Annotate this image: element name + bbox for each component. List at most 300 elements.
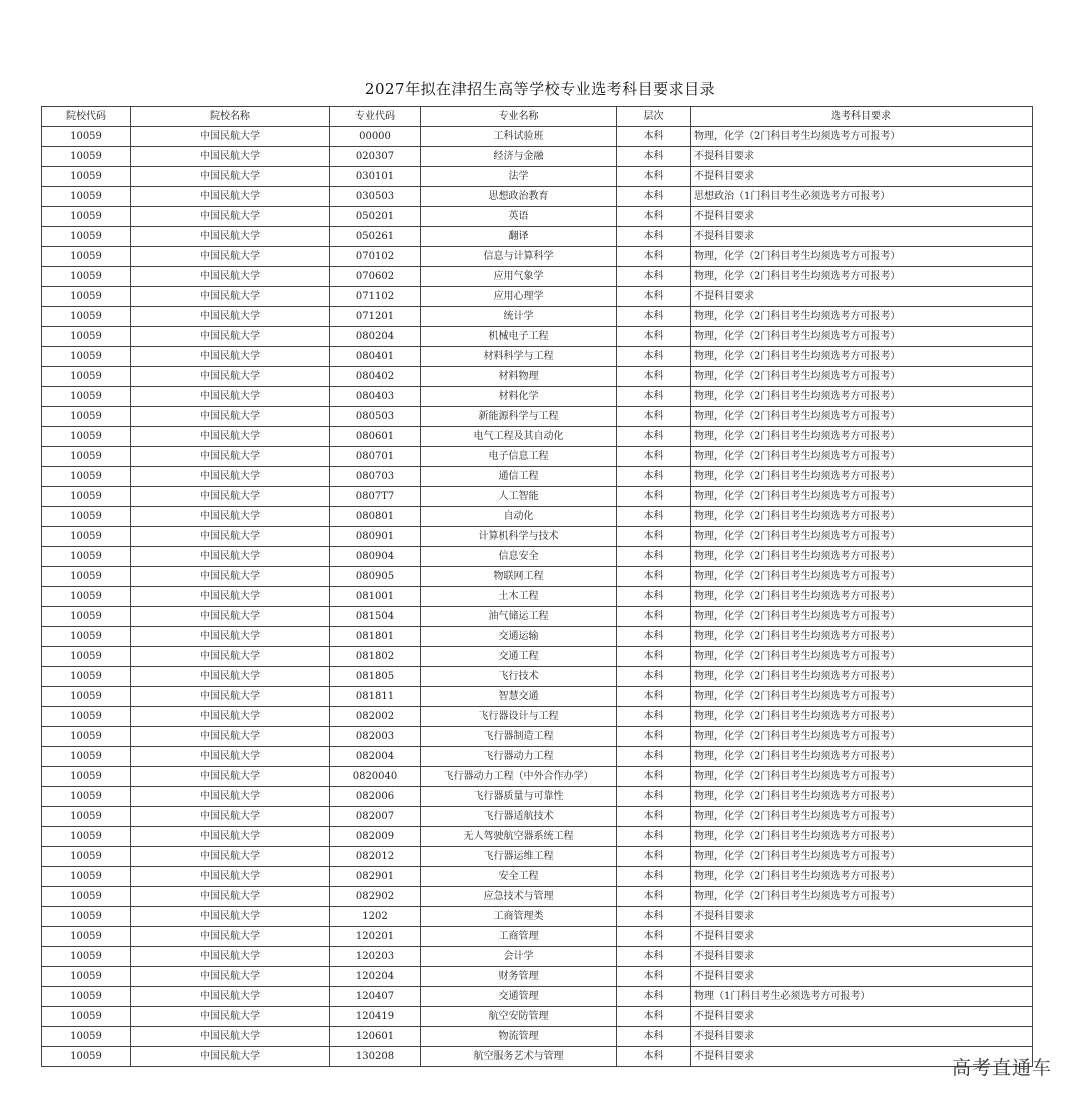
major-code-cell: 120407 [330, 987, 421, 1007]
subject-requirement-cell: 不提科目要求 [691, 227, 1033, 247]
school-name-cell: 中国民航大学 [131, 467, 330, 487]
table-header-row [42, 107, 1033, 127]
table-row [42, 467, 1033, 487]
subject-requirement-cell: 物理，化学（2门科目考生均须选考方可报考） [691, 467, 1033, 487]
major-name-cell: 思想政治教育 [421, 187, 617, 207]
major-name-cell: 油气储运工程 [421, 607, 617, 627]
table-row [42, 127, 1033, 147]
subject-requirement-cell: 物理，化学（2门科目考生均须选考方可报考） [691, 827, 1033, 847]
school-name-cell: 中国民航大学 [131, 407, 330, 427]
subject-requirement-cell: 物理，化学（2门科目考生均须选考方可报考） [691, 527, 1033, 547]
major-name-cell: 物联网工程 [421, 567, 617, 587]
major-code-cell: 0820040 [330, 767, 421, 787]
school-name-cell: 中国民航大学 [131, 567, 330, 587]
level-cell: 本科 [617, 967, 691, 987]
major-code-cell: 081805 [330, 667, 421, 687]
school-name-cell: 中国民航大学 [131, 367, 330, 387]
major-code-cell: 080801 [330, 507, 421, 527]
level-cell: 本科 [617, 1007, 691, 1027]
major-name-cell: 法学 [421, 167, 617, 187]
school-code-cell: 10059 [42, 987, 131, 1007]
school-code-cell: 10059 [42, 467, 131, 487]
major-code-cell: 080204 [330, 327, 421, 347]
school-name-cell: 中国民航大学 [131, 527, 330, 547]
major-code-cell: 080905 [330, 567, 421, 587]
school-name-cell: 中国民航大学 [131, 547, 330, 567]
level-cell: 本科 [617, 467, 691, 487]
subject-requirement-cell: 物理，化学（2门科目考生均须选考方可报考） [691, 567, 1033, 587]
school-code-cell: 10059 [42, 307, 131, 327]
major-name-cell: 工商管理 [421, 927, 617, 947]
major-code-cell: 081811 [330, 687, 421, 707]
school-code-cell: 10059 [42, 827, 131, 847]
level-cell: 本科 [617, 607, 691, 627]
major-name-cell: 飞行器质量与可靠性 [421, 787, 617, 807]
subject-requirement-cell: 物理，化学（2门科目考生均须选考方可报考） [691, 387, 1033, 407]
level-cell: 本科 [617, 807, 691, 827]
major-name-cell: 信息与计算科学 [421, 247, 617, 267]
school-code-cell: 10059 [42, 947, 131, 967]
major-code-cell: 080701 [330, 447, 421, 467]
school-name-cell: 中国民航大学 [131, 707, 330, 727]
level-cell: 本科 [617, 227, 691, 247]
major-name-cell: 材料化学 [421, 387, 617, 407]
subject-requirement-cell: 物理，化学（2门科目考生均须选考方可报考） [691, 267, 1033, 287]
level-cell: 本科 [617, 247, 691, 267]
major-code-cell: 120601 [330, 1027, 421, 1047]
school-name-cell: 中国民航大学 [131, 587, 330, 607]
major-name-cell: 经济与金融 [421, 147, 617, 167]
major-code-cell: 030101 [330, 167, 421, 187]
school-name-cell: 中国民航大学 [131, 867, 330, 887]
subject-requirement-cell: 思想政治（1门科目考生必须选考方可报考） [691, 187, 1033, 207]
major-code-cell: 00000 [330, 127, 421, 147]
table-row [42, 687, 1033, 707]
school-name-cell: 中国民航大学 [131, 147, 330, 167]
level-cell: 本科 [617, 207, 691, 227]
school-code-cell: 10059 [42, 347, 131, 367]
school-code-cell: 10059 [42, 547, 131, 567]
table-row [42, 187, 1033, 207]
level-cell: 本科 [617, 327, 691, 347]
level-cell: 本科 [617, 547, 691, 567]
major-code-cell: 130208 [330, 1047, 421, 1067]
level-cell: 本科 [617, 847, 691, 867]
level-cell: 本科 [617, 867, 691, 887]
level-cell: 本科 [617, 587, 691, 607]
table-row [42, 667, 1033, 687]
school-code-cell: 10059 [42, 407, 131, 427]
major-code-cell: 120419 [330, 1007, 421, 1027]
subject-requirement-cell: 物理，化学（2门科目考生均须选考方可报考） [691, 447, 1033, 467]
school-code-cell: 10059 [42, 1007, 131, 1027]
table-row [42, 987, 1033, 1007]
table-row [42, 727, 1033, 747]
level-cell: 本科 [617, 447, 691, 467]
table-row [42, 267, 1033, 287]
table-row [42, 647, 1033, 667]
school-code-cell: 10059 [42, 747, 131, 767]
major-code-cell: 082003 [330, 727, 421, 747]
school-code-cell: 10059 [42, 607, 131, 627]
table-row [42, 387, 1033, 407]
level-cell: 本科 [617, 347, 691, 367]
major-name-cell: 材料物理 [421, 367, 617, 387]
subject-requirement-cell: 物理，化学（2门科目考生均须选考方可报考） [691, 247, 1033, 267]
major-name-cell: 通信工程 [421, 467, 617, 487]
major-code-cell: 082902 [330, 887, 421, 907]
table-row [42, 827, 1033, 847]
subject-requirement-cell: 物理，化学（2门科目考生均须选考方可报考） [691, 867, 1033, 887]
school-name-cell: 中国民航大学 [131, 347, 330, 367]
major-name-cell: 土木工程 [421, 587, 617, 607]
school-name-cell: 中国民航大学 [131, 807, 330, 827]
school-name-cell: 中国民航大学 [131, 247, 330, 267]
major-name-cell: 电气工程及其自动化 [421, 427, 617, 447]
table-row [42, 207, 1033, 227]
major-code-cell: 080904 [330, 547, 421, 567]
major-name-cell: 信息安全 [421, 547, 617, 567]
subject-requirement-cell: 物理，化学（2门科目考生均须选考方可报考） [691, 707, 1033, 727]
subject-requirement-cell: 物理，化学（2门科目考生均须选考方可报考） [691, 727, 1033, 747]
major-name-cell: 自动化 [421, 507, 617, 527]
level-cell: 本科 [617, 667, 691, 687]
major-name-cell: 应急技术与管理 [421, 887, 617, 907]
major-name-cell: 新能源科学与工程 [421, 407, 617, 427]
major-code-cell: 030503 [330, 187, 421, 207]
subject-requirement-cell: 不提科目要求 [691, 1027, 1033, 1047]
header-school-code: 院校代码 [42, 107, 131, 127]
subject-requirement-cell: 物理，化学（2门科目考生均须选考方可报考） [691, 647, 1033, 667]
major-name-cell: 飞行器动力工程 [421, 747, 617, 767]
school-name-cell: 中国民航大学 [131, 267, 330, 287]
school-code-cell: 10059 [42, 487, 131, 507]
school-code-cell: 10059 [42, 627, 131, 647]
subject-requirement-cell: 物理，化学（2门科目考生均须选考方可报考） [691, 427, 1033, 447]
table-row [42, 1007, 1033, 1027]
subject-requirement-cell: 物理，化学（2门科目考生均须选考方可报考） [691, 507, 1033, 527]
subject-requirement-cell: 物理，化学（2门科目考生均须选考方可报考） [691, 587, 1033, 607]
major-name-cell: 应用气象学 [421, 267, 617, 287]
level-cell: 本科 [617, 427, 691, 447]
major-name-cell: 应用心理学 [421, 287, 617, 307]
table-row [42, 547, 1033, 567]
level-cell: 本科 [617, 507, 691, 527]
table-row [42, 747, 1033, 767]
school-code-cell: 10059 [42, 667, 131, 687]
school-name-cell: 中国民航大学 [131, 987, 330, 1007]
major-code-cell: 082006 [330, 787, 421, 807]
subject-requirement-cell: 物理，化学（2门科目考生均须选考方可报考） [691, 627, 1033, 647]
subject-requirement-cell: 不提科目要求 [691, 947, 1033, 967]
school-code-cell: 10059 [42, 767, 131, 787]
major-code-cell: 020307 [330, 147, 421, 167]
school-code-cell: 10059 [42, 167, 131, 187]
table-row [42, 247, 1033, 267]
major-code-cell: 082012 [330, 847, 421, 867]
major-code-cell: 081801 [330, 627, 421, 647]
major-code-cell: 082002 [330, 707, 421, 727]
table-row [42, 507, 1033, 527]
subject-requirement-cell: 物理（1门科目考生必须选考方可报考） [691, 987, 1033, 1007]
subject-requirement-cell: 物理，化学（2门科目考生均须选考方可报考） [691, 347, 1033, 367]
header-major-name: 专业名称 [421, 107, 617, 127]
school-name-cell: 中国民航大学 [131, 1007, 330, 1027]
major-code-cell: 050201 [330, 207, 421, 227]
major-name-cell: 交通工程 [421, 647, 617, 667]
school-code-cell: 10059 [42, 287, 131, 307]
major-name-cell: 飞行器制造工程 [421, 727, 617, 747]
level-cell: 本科 [617, 827, 691, 847]
level-cell: 本科 [617, 627, 691, 647]
major-name-cell: 人工智能 [421, 487, 617, 507]
subject-requirement-cell: 物理，化学（2门科目考生均须选考方可报考） [691, 767, 1033, 787]
table-row [42, 307, 1033, 327]
major-name-cell: 工科试验班 [421, 127, 617, 147]
table-row [42, 707, 1033, 727]
table-row [42, 527, 1033, 547]
subject-requirement-cell: 物理，化学（2门科目考生均须选考方可报考） [691, 307, 1033, 327]
subject-requirement-cell: 不提科目要求 [691, 1007, 1033, 1027]
major-code-cell: 070102 [330, 247, 421, 267]
subject-requirement-cell: 不提科目要求 [691, 1047, 1033, 1067]
major-code-cell: 071201 [330, 307, 421, 327]
school-code-cell: 10059 [42, 887, 131, 907]
level-cell: 本科 [617, 147, 691, 167]
level-cell: 本科 [617, 487, 691, 507]
school-code-cell: 10059 [42, 447, 131, 467]
major-name-cell: 工商管理类 [421, 907, 617, 927]
header-level: 层次 [617, 107, 691, 127]
subject-requirement-cell: 物理，化学（2门科目考生均须选考方可报考） [691, 747, 1033, 767]
level-cell: 本科 [617, 687, 691, 707]
major-name-cell: 计算机科学与技术 [421, 527, 617, 547]
school-code-cell: 10059 [42, 907, 131, 927]
school-code-cell: 10059 [42, 1027, 131, 1047]
subject-requirement-cell: 不提科目要求 [691, 927, 1033, 947]
school-name-cell: 中国民航大学 [131, 187, 330, 207]
level-cell: 本科 [617, 1047, 691, 1067]
major-name-cell: 会计学 [421, 947, 617, 967]
subject-requirement-cell: 不提科目要求 [691, 287, 1033, 307]
table-row [42, 767, 1033, 787]
school-code-cell: 10059 [42, 147, 131, 167]
school-name-cell: 中国民航大学 [131, 447, 330, 467]
school-name-cell: 中国民航大学 [131, 967, 330, 987]
school-code-cell: 10059 [42, 647, 131, 667]
level-cell: 本科 [617, 767, 691, 787]
school-code-cell: 10059 [42, 847, 131, 867]
school-code-cell: 10059 [42, 427, 131, 447]
table-row [42, 227, 1033, 247]
level-cell: 本科 [617, 287, 691, 307]
subject-requirement-cell: 物理，化学（2门科目考生均须选考方可报考） [691, 847, 1033, 867]
major-name-cell: 飞行器适航技术 [421, 807, 617, 827]
table-row [42, 327, 1033, 347]
table-row [42, 787, 1033, 807]
major-code-cell: 080503 [330, 407, 421, 427]
watermark-text: 高考直通车 [951, 1057, 1052, 1079]
school-code-cell: 10059 [42, 807, 131, 827]
table-row [42, 347, 1033, 367]
subject-requirement-cell: 不提科目要求 [691, 147, 1033, 167]
subject-requirement-cell: 物理，化学（2门科目考生均须选考方可报考） [691, 787, 1033, 807]
major-code-cell: 120201 [330, 927, 421, 947]
table-row [42, 867, 1033, 887]
school-name-cell: 中国民航大学 [131, 667, 330, 687]
school-name-cell: 中国民航大学 [131, 827, 330, 847]
level-cell: 本科 [617, 307, 691, 327]
level-cell: 本科 [617, 707, 691, 727]
subject-requirement-cell: 物理，化学（2门科目考生均须选考方可报考） [691, 687, 1033, 707]
major-code-cell: 120204 [330, 967, 421, 987]
table-row [42, 1027, 1033, 1047]
table-row [42, 607, 1033, 627]
subject-requirement-cell: 物理，化学（2门科目考生均须选考方可报考） [691, 327, 1033, 347]
major-code-cell: 070602 [330, 267, 421, 287]
level-cell: 本科 [617, 567, 691, 587]
table-row [42, 927, 1033, 947]
school-name-cell: 中国民航大学 [131, 847, 330, 867]
school-code-cell: 10059 [42, 507, 131, 527]
table-row [42, 287, 1033, 307]
school-code-cell: 10059 [42, 687, 131, 707]
table-row [42, 907, 1033, 927]
major-name-cell: 物流管理 [421, 1027, 617, 1047]
major-code-cell: 082004 [330, 747, 421, 767]
school-name-cell: 中国民航大学 [131, 487, 330, 507]
table-row [42, 427, 1033, 447]
school-code-cell: 10059 [42, 267, 131, 287]
school-name-cell: 中国民航大学 [131, 907, 330, 927]
subject-requirement-cell: 不提科目要求 [691, 167, 1033, 187]
school-name-cell: 中国民航大学 [131, 327, 330, 347]
school-code-cell: 10059 [42, 707, 131, 727]
school-name-cell: 中国民航大学 [131, 1027, 330, 1047]
school-code-cell: 10059 [42, 567, 131, 587]
school-code-cell: 10059 [42, 587, 131, 607]
header-school-name: 院校名称 [131, 107, 330, 127]
document-title: 2027年拟在津招生高等学校专业选考科目要求目录 [364, 80, 716, 98]
major-name-cell: 交通管理 [421, 987, 617, 1007]
level-cell: 本科 [617, 267, 691, 287]
table-row [42, 847, 1033, 867]
major-name-cell: 安全工程 [421, 867, 617, 887]
subject-requirement-cell: 物理，化学（2门科目考生均须选考方可报考） [691, 607, 1033, 627]
level-cell: 本科 [617, 787, 691, 807]
school-name-cell: 中国民航大学 [131, 767, 330, 787]
school-name-cell: 中国民航大学 [131, 787, 330, 807]
school-code-cell: 10059 [42, 247, 131, 267]
level-cell: 本科 [617, 907, 691, 927]
major-code-cell: 080901 [330, 527, 421, 547]
major-code-cell: 0807T7 [330, 487, 421, 507]
subject-requirement-cell: 物理，化学（2门科目考生均须选考方可报考） [691, 487, 1033, 507]
major-name-cell: 飞行技术 [421, 667, 617, 687]
table-row [42, 147, 1033, 167]
major-name-cell: 航空服务艺术与管理 [421, 1047, 617, 1067]
subject-requirement-cell: 不提科目要求 [691, 967, 1033, 987]
table-row [42, 947, 1033, 967]
level-cell: 本科 [617, 727, 691, 747]
major-code-cell: 081504 [330, 607, 421, 627]
subject-requirement-cell: 物理，化学（2门科目考生均须选考方可报考） [691, 367, 1033, 387]
school-code-cell: 10059 [42, 927, 131, 947]
subject-requirement-cell: 物理，化学（2门科目考生均须选考方可报考） [691, 127, 1033, 147]
major-name-cell: 材料科学与工程 [421, 347, 617, 367]
school-name-cell: 中国民航大学 [131, 227, 330, 247]
major-code-cell: 081001 [330, 587, 421, 607]
level-cell: 本科 [617, 947, 691, 967]
level-cell: 本科 [617, 527, 691, 547]
table-row [42, 167, 1033, 187]
school-code-cell: 10059 [42, 187, 131, 207]
school-name-cell: 中国民航大学 [131, 427, 330, 447]
school-name-cell: 中国民航大学 [131, 927, 330, 947]
subject-requirement-cell: 物理，化学（2门科目考生均须选考方可报考） [691, 407, 1033, 427]
school-code-cell: 10059 [42, 1047, 131, 1067]
subject-requirement-cell: 物理，化学（2门科目考生均须选考方可报考） [691, 547, 1033, 567]
table-row [42, 407, 1033, 427]
major-code-cell: 080401 [330, 347, 421, 367]
level-cell: 本科 [617, 1027, 691, 1047]
school-name-cell: 中国民航大学 [131, 127, 330, 147]
table-row [42, 447, 1033, 467]
major-name-cell: 飞行器设计与工程 [421, 707, 617, 727]
major-name-cell: 飞行器运维工程 [421, 847, 617, 867]
level-cell: 本科 [617, 167, 691, 187]
school-code-cell: 10059 [42, 227, 131, 247]
table-row [42, 367, 1033, 387]
school-code-cell: 10059 [42, 127, 131, 147]
level-cell: 本科 [617, 647, 691, 667]
school-name-cell: 中国民航大学 [131, 727, 330, 747]
major-name-cell: 电子信息工程 [421, 447, 617, 467]
level-cell: 本科 [617, 987, 691, 1007]
school-code-cell: 10059 [42, 867, 131, 887]
school-name-cell: 中国民航大学 [131, 947, 330, 967]
school-name-cell: 中国民航大学 [131, 507, 330, 527]
major-name-cell: 无人驾驶航空器系统工程 [421, 827, 617, 847]
subject-requirement-cell: 物理，化学（2门科目考生均须选考方可报考） [691, 887, 1033, 907]
level-cell: 本科 [617, 927, 691, 947]
major-code-cell: 080703 [330, 467, 421, 487]
table-row [42, 967, 1033, 987]
major-name-cell: 智慧交通 [421, 687, 617, 707]
table-row [42, 627, 1033, 647]
school-name-cell: 中国民航大学 [131, 1047, 330, 1067]
level-cell: 本科 [617, 367, 691, 387]
school-name-cell: 中国民航大学 [131, 607, 330, 627]
school-name-cell: 中国民航大学 [131, 287, 330, 307]
level-cell: 本科 [617, 747, 691, 767]
school-name-cell: 中国民航大学 [131, 167, 330, 187]
major-name-cell: 交通运输 [421, 627, 617, 647]
major-name-cell: 英语 [421, 207, 617, 227]
major-name-cell: 财务管理 [421, 967, 617, 987]
major-name-cell: 统计学 [421, 307, 617, 327]
school-code-cell: 10059 [42, 327, 131, 347]
school-code-cell: 10059 [42, 207, 131, 227]
major-code-cell: 081802 [330, 647, 421, 667]
table-row [42, 807, 1033, 827]
level-cell: 本科 [617, 127, 691, 147]
subject-requirements-table [41, 106, 1033, 1067]
major-name-cell: 机械电子工程 [421, 327, 617, 347]
level-cell: 本科 [617, 407, 691, 427]
school-name-cell: 中国民航大学 [131, 307, 330, 327]
school-code-cell: 10059 [42, 967, 131, 987]
